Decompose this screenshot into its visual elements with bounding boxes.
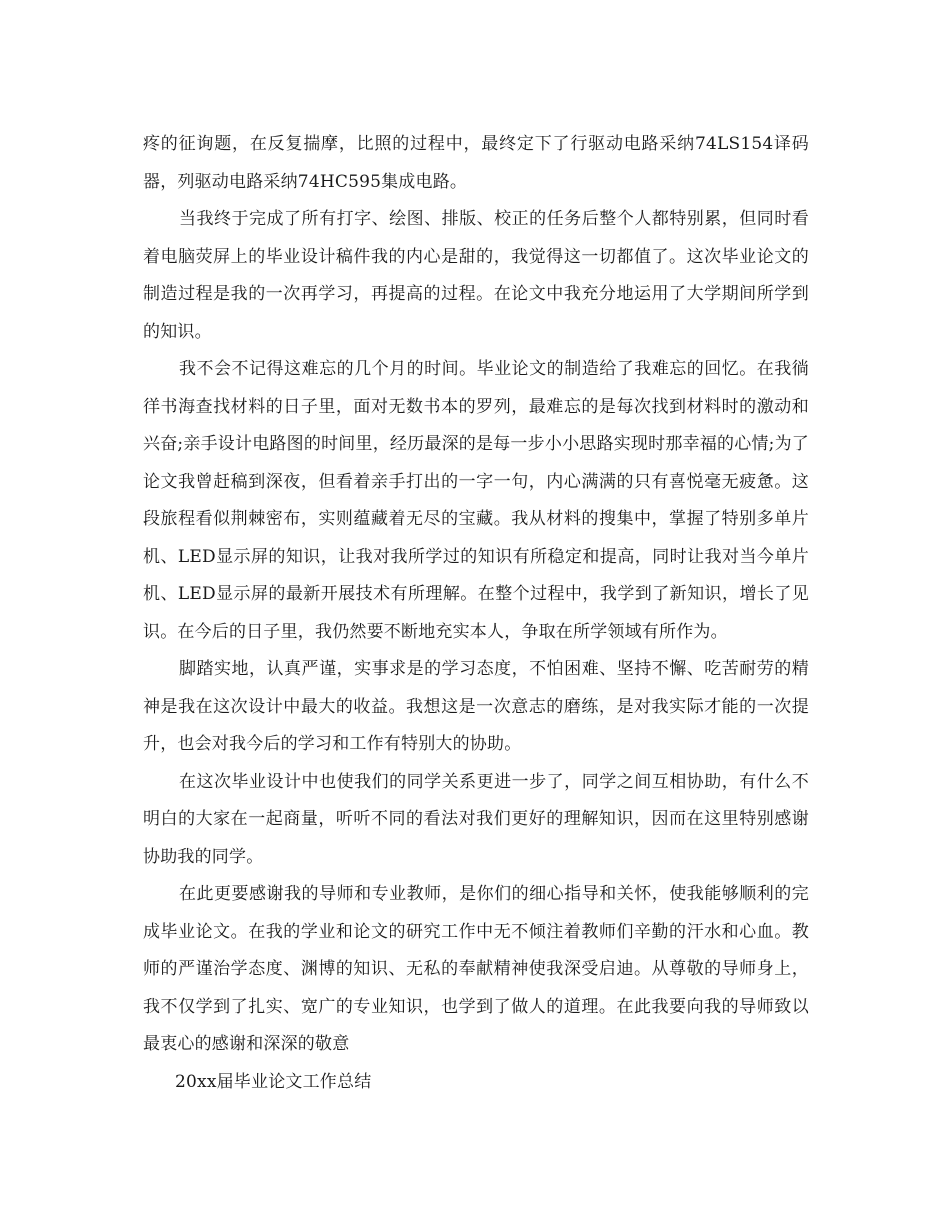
paragraph-attitude: 脚踏实地，认真严谨，实事求是的学习态度，不怕困难、坚持不懈、吃苦耐劳的精神是我在这次设计中最大的收益。我想这是一次意志的磨练，是对我实际才能的一次提升，也会对我今后的学习和工作有特别大的协助。 <box>143 659 809 754</box>
paragraph-completion: 当我终于完成了所有打字、绘图、排版、校正的任务后整个人都特别累，但同时看着电脑荧屏上的毕业设计稿件我的内心是甜的，我觉得这一切都值了。这次毕业论文的制造过程是我的一次再学习，再提高的过程。在论文中我充分地运用了大学期间所学到的知识。 <box>143 209 809 342</box>
paragraph-continuation: 疼的征询题，在反复揣摩，比照的过程中，最终定下了行驱动电路采纳74LS154译码器，列驱动电路采纳74HC595集成电路。 <box>143 134 809 192</box>
paragraph-thanks-advisor: 在此更要感谢我的导师和专业教师，是你们的细心指导和关怀，使我能够顺利的完成毕业论文。在我的学业和论文的研究工作中无不倾注着教师们辛勤的汗水和心血。教师的严谨治学态度、渊博的知识、无私的奉献精神使我深受启迪。从尊敬的导师身上，我不仅学到了扎实、宽广的专业知识，也学到了做人的道理。在此我要向我的导师致以最衷心的感谢和深深的敬意 <box>143 884 809 1054</box>
paragraph-classmates: 在这次毕业设计中也使我们的同学关系更进一步了，同学之间互相协助，有什么不明白的大家在一起商量，听听不同的看法对我们更好的理解知识，因而在这里特别感谢协助我的同学。 <box>143 771 809 867</box>
document-body <box>143 126 809 1101</box>
paragraph-memories: 我不会不记得这难忘的几个月的时间。毕业论文的制造给了我难忘的回忆。在我徜徉书海查找材料的日子里，面对无数书本的罗列，最难忘的是每次找到材料时的激动和兴奋;亲手设计电路图的时间里，经历最深的是每一步小小思路实现时那幸福的心情;为了论文我曾赶稿到深夜，但看着亲手打出的一字一句，内心满满的只有喜悦毫无疲惫。这段旅程看似荆棘密布，实则蕴藏着无尽的宝藏。我从材料的搜集中，掌握了特别多单片机、LED显示屏的知识，让我对我所学过的知识有所稳定和提高，同时让我对当今单片机、LED显示屏的最新开展技术有所理解。在整个过程中，我学到了新知识，增长了见识。在今后的日子里，我仍然要不断地充实本人，争取在所学领域有所作为。 <box>143 359 809 642</box>
closing-title: 20xx届毕业论文工作总结 <box>175 1071 372 1092</box>
